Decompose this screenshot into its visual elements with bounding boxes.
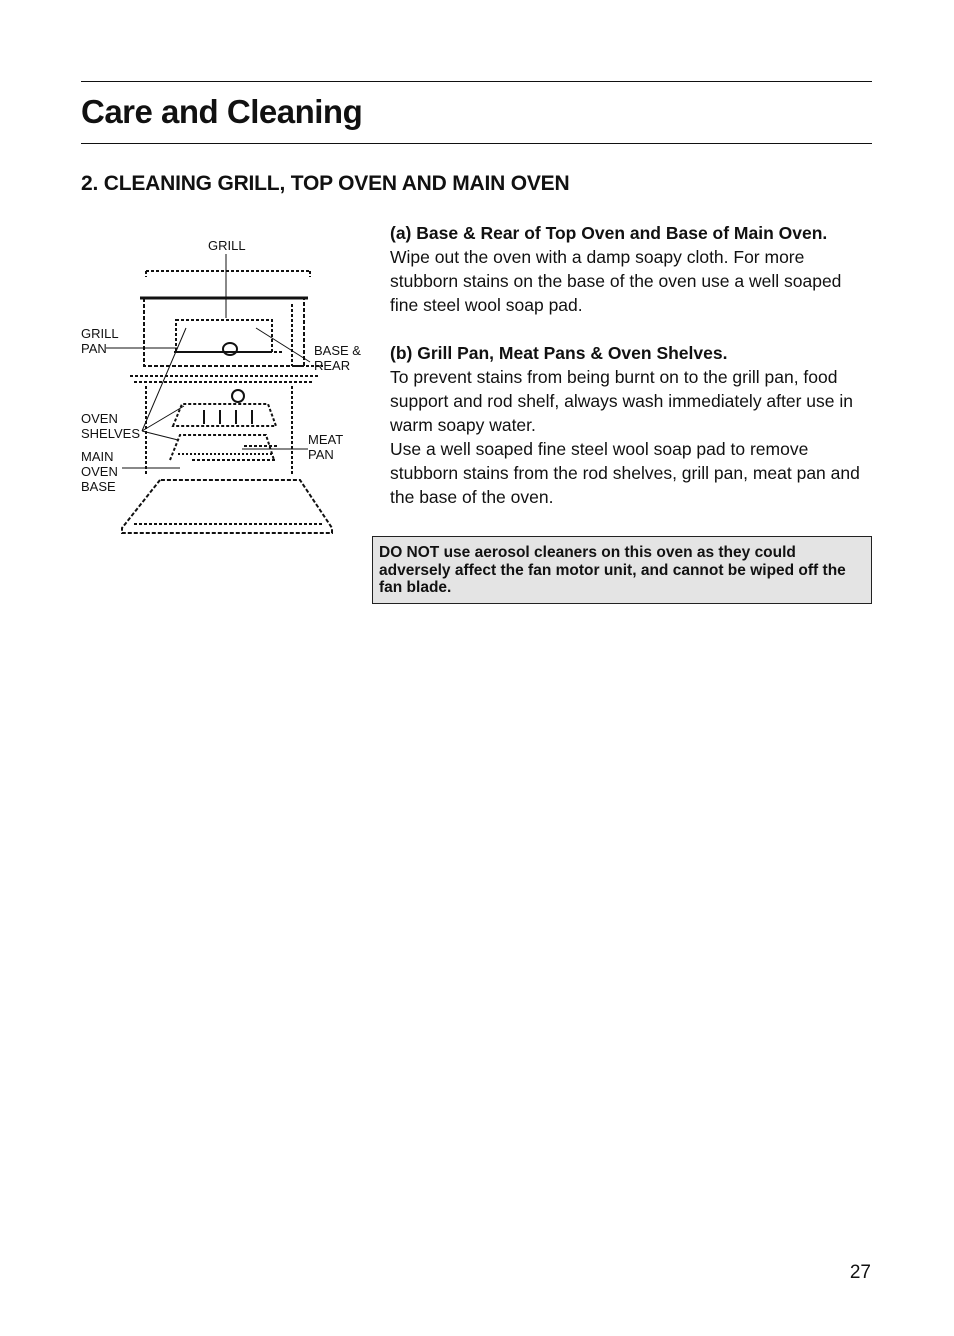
page-number: 27: [849, 1262, 871, 1283]
top-oven-cavity: [144, 298, 304, 366]
oven-illustration: [78, 228, 368, 548]
page-title: Care and Cleaning: [81, 93, 363, 130]
label-base-rear: BASE & REAR: [314, 343, 361, 373]
top-oven-floor: [130, 376, 318, 382]
warning-box: [372, 536, 872, 604]
section-heading: 2. CLEANING GRILL, TOP OVEN AND MAIN OVEN: [81, 172, 570, 195]
section-b-heading: (b) Grill Pan, Meat Pans & Oven Shelves.: [390, 343, 728, 363]
section-b-text-1: To prevent stains from being burnt on to the grill pan, food support and rod shelf, always wash immediately after use in warm soapy water.: [390, 367, 854, 435]
label-grill-pan: GRILL PAN: [81, 326, 119, 356]
lower-shelf: [170, 435, 274, 460]
section-a-heading: (a) Base & Rear of Top Oven and Base of Main Oven.: [390, 223, 828, 243]
main-oven-base-shape: [122, 480, 332, 533]
leader-base-rear: [256, 328, 310, 362]
section-a-text: Wipe out the oven with a damp soapy cloth. For more stubborn stains on the base of the oven use a well soaped fine steel wool soap pad.: [390, 247, 842, 315]
oven-diagram: [78, 228, 368, 548]
top-rule: [81, 81, 872, 82]
instructions-column: [390, 221, 860, 509]
leader-shelves: [142, 328, 186, 440]
upper-shelf: [173, 404, 276, 426]
grill-element: [146, 271, 310, 277]
label-oven-shelves: OVEN SHELVES: [81, 411, 141, 441]
label-meat-pan: MEAT PAN: [308, 432, 344, 462]
warning-text: DO NOT use aerosol cleaners on this oven as they could adversely affect the fan motor unit, and cannot be wiped off the fan blade.: [379, 544, 846, 596]
section-b-text-2: Use a well soaped fine steel wool soap pad to remove stubborn stains from the rod shelves, grill pan, meat pan and the base of the oven.: [390, 439, 860, 507]
title-rule: [81, 143, 872, 144]
label-grill: GRILL: [208, 238, 246, 253]
label-main-oven-base: MAIN OVEN BASE: [81, 449, 118, 494]
